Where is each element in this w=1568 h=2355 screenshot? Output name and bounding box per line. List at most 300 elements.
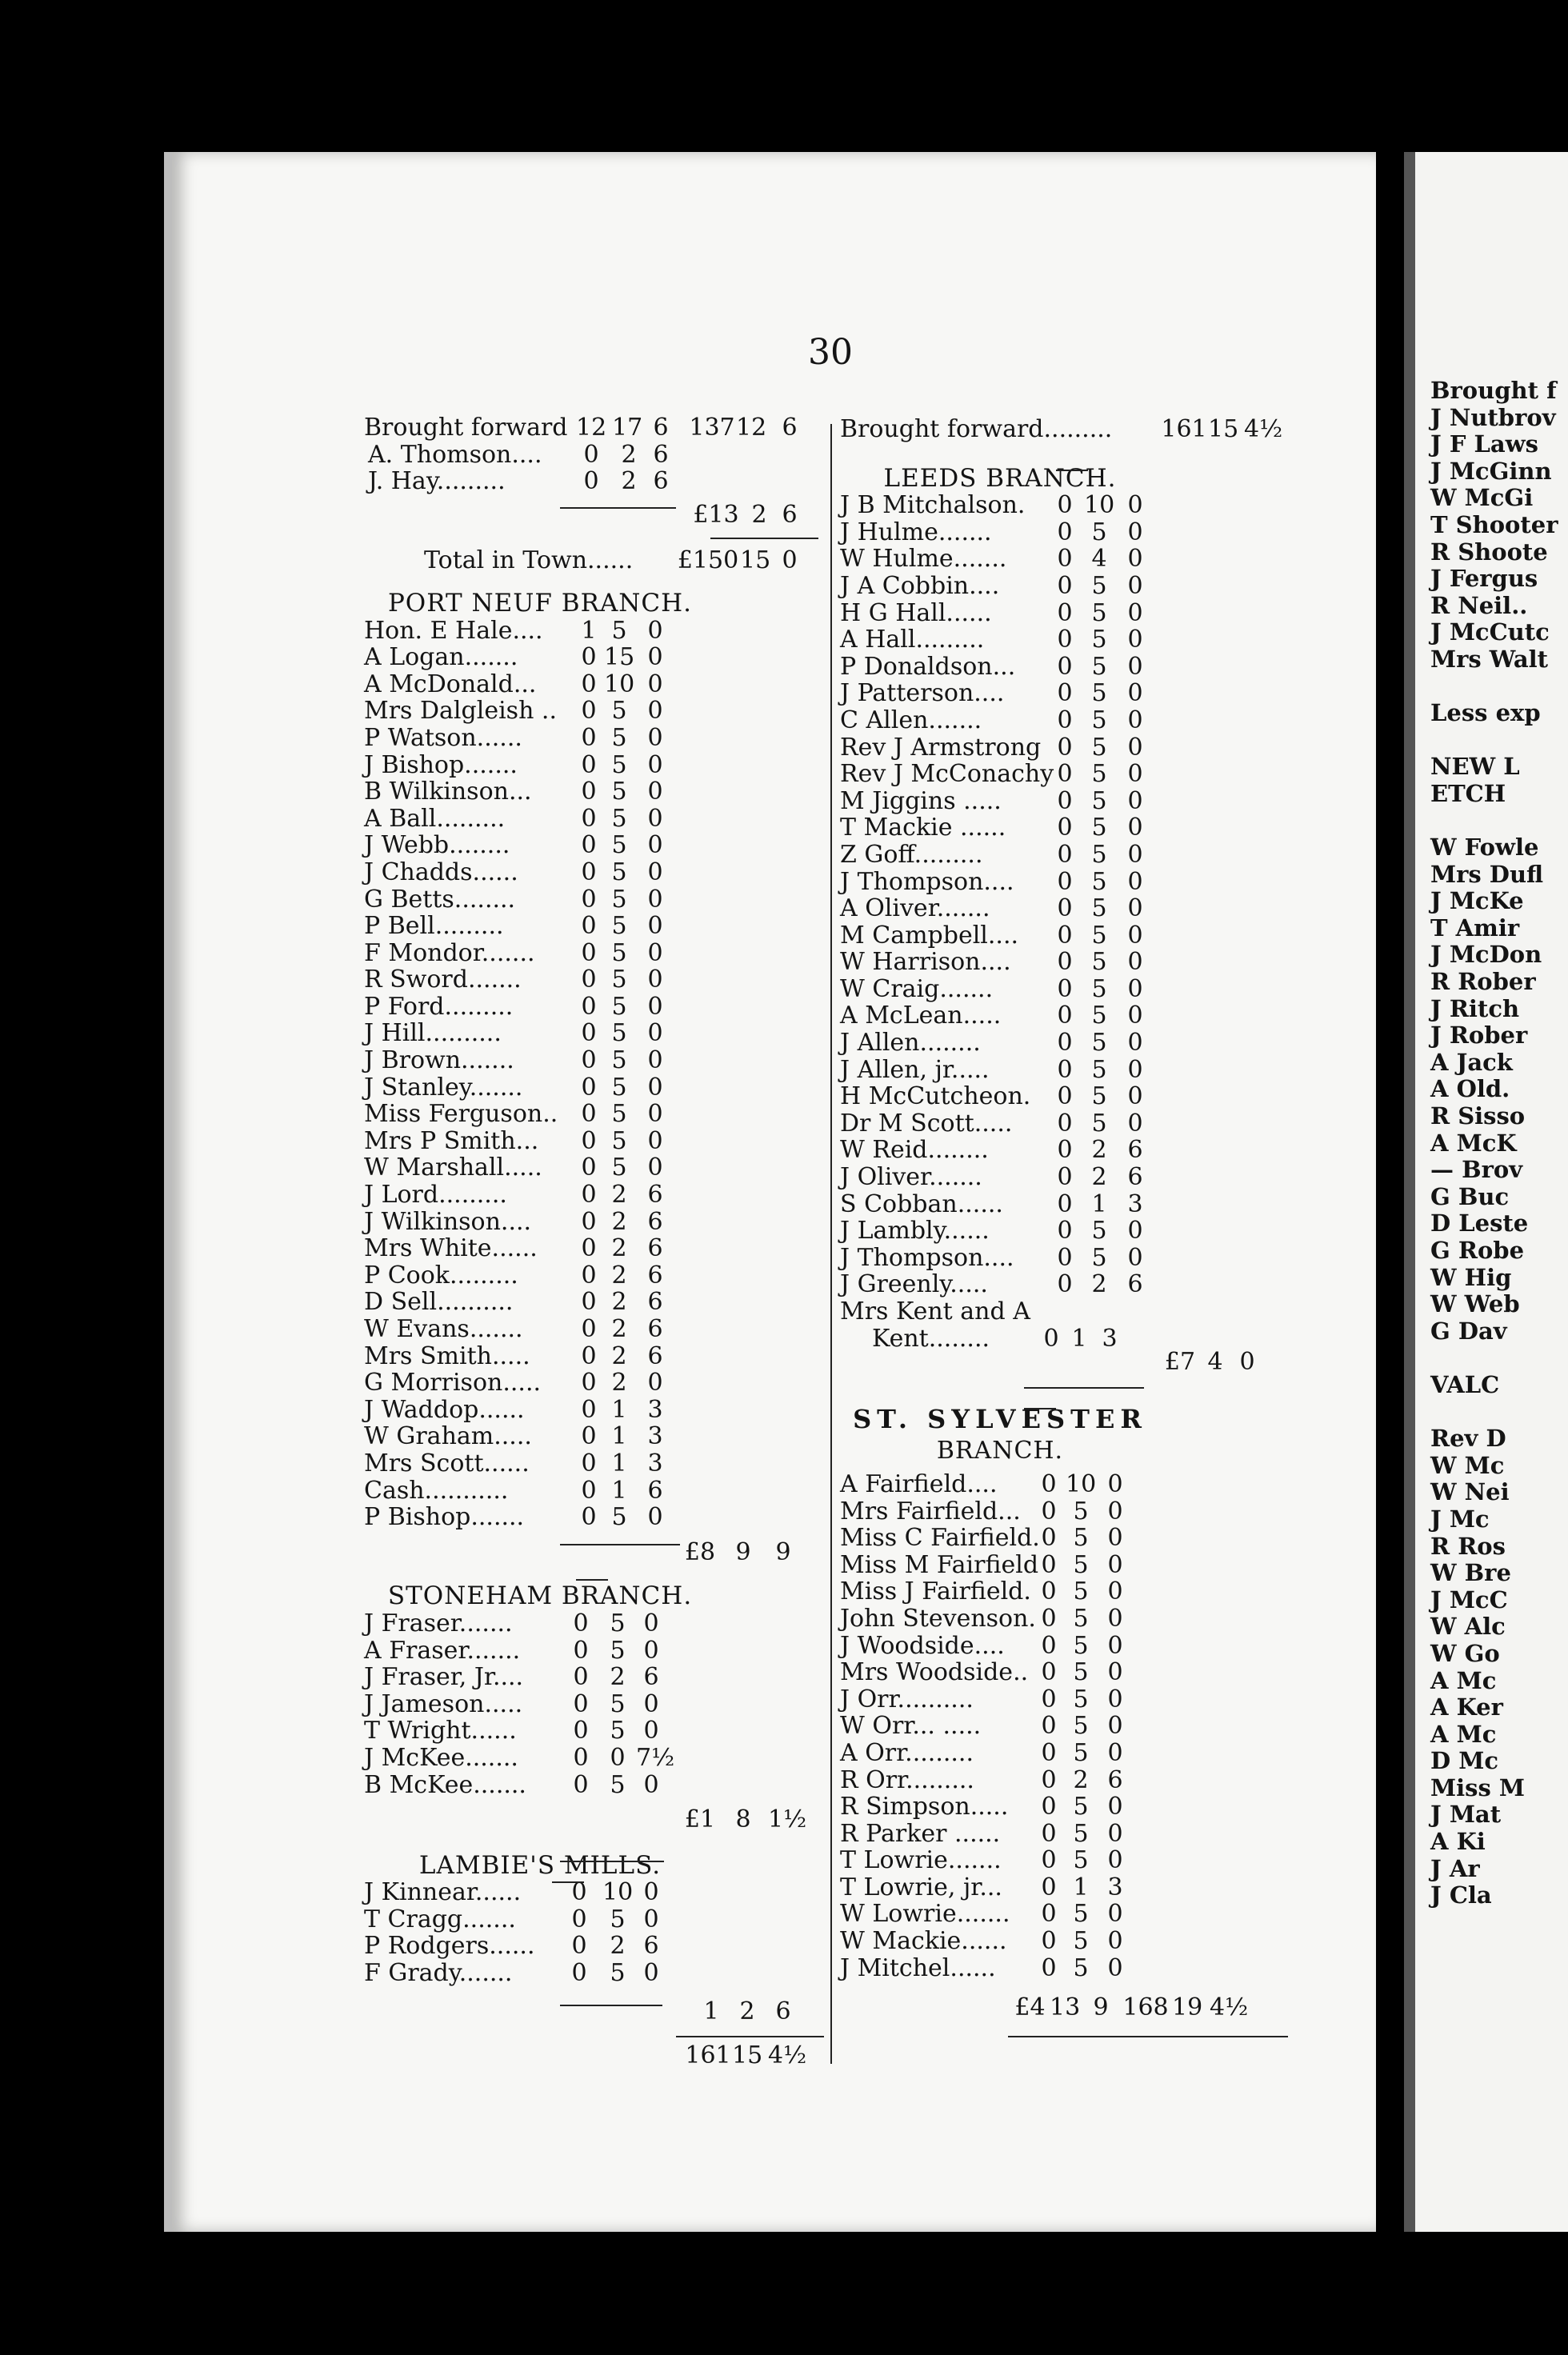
entry-name: T Cragg.......	[364, 1905, 516, 1933]
amount: 0	[1041, 1819, 1057, 1848]
amount: 0	[581, 912, 597, 941]
amount: 0	[643, 1636, 659, 1665]
ledger-entry	[840, 1191, 1288, 1218]
fragment-line: J Mat	[1430, 1801, 1502, 1829]
amount: 1	[703, 1997, 719, 2025]
amount: 5	[611, 1073, 627, 1102]
fragment-line	[1430, 727, 1558, 754]
amount: 6	[653, 467, 669, 496]
amount: 10	[1066, 1469, 1097, 1498]
amount: 0	[647, 858, 663, 886]
ledger-entry	[840, 1713, 1288, 1740]
amount: 0	[1107, 1953, 1123, 1982]
amount: 0	[647, 750, 663, 779]
fragment-line: W Go	[1430, 1639, 1500, 1667]
ledger-entry	[840, 1164, 1288, 1191]
amount: 5	[1091, 1243, 1107, 1272]
amount: 0	[1127, 894, 1143, 923]
fragment-line: J McCutc	[1430, 618, 1550, 646]
entry-name: A Ball.........	[364, 804, 506, 833]
amount: £1	[684, 1805, 716, 1834]
amount: 2	[621, 440, 637, 469]
amount: 0	[571, 1878, 587, 1907]
amount: £4	[1014, 1993, 1046, 2022]
amount: 5	[610, 1609, 626, 1637]
entry-name: Mrs Woodside..	[840, 1658, 1029, 1687]
rule	[552, 1881, 584, 1883]
column-divider	[830, 424, 832, 2064]
entry-name: Mrs Scott......	[364, 1449, 530, 1477]
entry-name: H McCutcheon.	[840, 1082, 1031, 1111]
fragment-line: W Alc	[1430, 1613, 1506, 1641]
amount: 2	[611, 1261, 627, 1289]
amount: 5	[611, 778, 627, 806]
amount: 0	[1057, 571, 1073, 600]
fragment-line: — Brov	[1430, 1156, 1523, 1184]
amount: 4½	[768, 2041, 807, 2070]
entry-name: P Donaldson...	[840, 652, 1016, 681]
amount: 5	[1073, 1550, 1089, 1579]
amount: 5	[1091, 706, 1107, 734]
entry-name: G Morrison.....	[364, 1369, 542, 1397]
amount: 0	[1127, 1243, 1143, 1272]
amount: 0	[581, 1154, 597, 1182]
amount: 0	[1057, 1109, 1073, 1138]
entry-name: J Greenly.....	[840, 1270, 988, 1299]
rule	[676, 2036, 824, 2037]
rule	[560, 1861, 664, 1862]
amount: 1	[611, 1476, 627, 1505]
fragment-line: A Ker	[1430, 1693, 1503, 1721]
entry-name: R Sword.......	[364, 966, 522, 994]
entry-name: J Allen, jr.....	[840, 1055, 990, 1084]
fragment-line: J F Laws	[1430, 430, 1538, 458]
entry-name: A. Thomson....	[368, 440, 542, 469]
amount: 5	[1091, 626, 1107, 654]
amount: 10	[1084, 491, 1115, 520]
amount: 0	[1107, 1900, 1123, 1929]
amount: 5	[1073, 1953, 1089, 1982]
amount: 0	[1041, 1712, 1057, 1741]
amount: 0	[647, 1503, 663, 1532]
amount: 0	[643, 1717, 659, 1745]
amount: 0	[581, 1100, 597, 1129]
fragment-line: J Cla	[1430, 1881, 1492, 1909]
amount: 5	[1073, 1793, 1089, 1821]
ledger-entry	[364, 468, 824, 495]
amount: 0	[1041, 1900, 1057, 1929]
ledger-entry	[364, 1289, 824, 1316]
amount: 5	[611, 1100, 627, 1129]
entry-name: Rev J Armstrong	[840, 733, 1042, 762]
amount: 0	[581, 966, 597, 994]
ledger-entry	[364, 1209, 824, 1236]
amount: 5	[1073, 1900, 1089, 1929]
amount: 0	[573, 1609, 589, 1637]
fragment-line: A McK	[1430, 1129, 1517, 1157]
entry-name: A Fraser.......	[364, 1636, 521, 1665]
ledger-entry	[364, 1262, 824, 1289]
amount: 6	[647, 1234, 663, 1263]
amount: 0	[1057, 1243, 1073, 1272]
entry-name: T Lowrie, jr...	[840, 1873, 1002, 1901]
amount: 0	[1041, 1631, 1057, 1660]
amount: 0	[643, 1770, 659, 1799]
ledger-entry	[840, 895, 1288, 922]
ledger-entry	[840, 1821, 1288, 1848]
amount: 0	[1041, 1873, 1057, 1901]
ledger-entry	[840, 788, 1288, 815]
amount: 0	[1239, 1348, 1255, 1377]
ledger-entry	[364, 1906, 824, 1933]
entry-name: J Oliver.......	[840, 1163, 982, 1192]
amount: 0	[1127, 814, 1143, 842]
ledger-entry	[364, 1423, 824, 1450]
amount: 5	[610, 1717, 626, 1745]
amount: 5	[1091, 571, 1107, 600]
amount: 0	[647, 885, 663, 914]
fragment-line: W Web	[1430, 1290, 1520, 1318]
entry-name: A Hall.........	[840, 626, 985, 654]
amount: 0	[581, 697, 597, 726]
fragment-line	[1430, 808, 1558, 835]
amount: 5	[611, 1126, 627, 1155]
amount: 5	[1091, 974, 1107, 1003]
ledger-entry	[840, 1955, 1288, 1982]
fragment-line: D Mc	[1430, 1747, 1499, 1775]
amount: 0	[1057, 760, 1073, 789]
fragment-line: VALC	[1430, 1370, 1500, 1398]
entry-name: W Harrison....	[840, 948, 1011, 977]
entry-name: P Bell.........	[364, 912, 504, 941]
ledger-entry	[840, 1471, 1288, 1498]
amount: 6	[647, 1181, 663, 1209]
amount: 5	[1073, 1631, 1089, 1660]
amount: 0	[1107, 1658, 1123, 1687]
ledger-entry	[364, 1637, 824, 1665]
ledger-entry	[364, 698, 824, 725]
amount: 0	[1127, 679, 1143, 708]
amount: 3	[647, 1395, 663, 1424]
amount: 6	[647, 1261, 663, 1289]
entry-name: P Watson......	[364, 723, 522, 752]
entry-name: J Wilkinson....	[364, 1207, 532, 1236]
amount: 6	[1127, 1136, 1143, 1165]
entry-name: C Allen.......	[840, 706, 982, 734]
amount: 0	[1057, 867, 1073, 896]
amount: 0	[573, 1743, 589, 1772]
ledger-entry	[840, 1057, 1288, 1084]
entry-name: Mrs P Smith...	[364, 1126, 539, 1155]
amount: 0	[643, 1609, 659, 1637]
amount: 0	[573, 1717, 589, 1745]
amount: 0	[643, 1959, 659, 1988]
fragment-line: A Mc	[1430, 1720, 1497, 1748]
amount: 0	[647, 1073, 663, 1102]
entry-name: R Parker ......	[840, 1819, 1001, 1848]
amount: 0	[647, 1100, 663, 1129]
brought-forward-row	[840, 416, 1288, 443]
amount: 0	[1107, 1846, 1123, 1875]
amount: 0	[581, 831, 597, 860]
ledger-entry	[840, 519, 1288, 546]
ledger-entry	[840, 734, 1288, 762]
fragment-line: Brought f	[1430, 377, 1557, 404]
entry-name: J Thompson....	[840, 1243, 1014, 1272]
amount: 0	[581, 804, 597, 833]
amount: 0	[583, 440, 599, 469]
amount: 5	[1091, 786, 1107, 815]
ledger-entry	[364, 1879, 824, 1906]
ledger-entry	[840, 922, 1288, 950]
amount: 0	[581, 1395, 597, 1424]
amount: 0	[581, 1126, 597, 1155]
entry-name: A McLean.....	[840, 1002, 1002, 1030]
ledger-entry	[364, 1717, 824, 1745]
amount: 0	[581, 1341, 597, 1370]
amount: 2	[751, 500, 767, 529]
entry-name: J Bishop.......	[364, 750, 518, 779]
amount: 0	[581, 885, 597, 914]
amount: 0	[1127, 1217, 1143, 1245]
fragment-line: J Ritch	[1430, 994, 1520, 1022]
amount: 0	[581, 723, 597, 752]
amount: 0	[1107, 1550, 1123, 1579]
entry-name: Mrs White......	[364, 1234, 538, 1263]
amount: 6	[1127, 1163, 1143, 1192]
amount: 0	[1041, 1846, 1057, 1875]
amount: 5	[611, 1503, 627, 1532]
entry-name: G Betts........	[364, 885, 516, 914]
amount: 2	[611, 1181, 627, 1209]
ledger-entry	[840, 1659, 1288, 1686]
entry-name: John Stevenson.	[840, 1604, 1036, 1633]
ledger-entry	[840, 761, 1288, 788]
amount: 0	[1127, 491, 1143, 520]
amount: 0	[1057, 1189, 1073, 1218]
stoneham-heading: STONEHAM BRANCH.	[387, 1581, 693, 1611]
fragment-line: D Leste	[1430, 1209, 1529, 1237]
ledger-entry	[840, 1874, 1288, 1901]
fragment-line	[1430, 1345, 1558, 1372]
entry-name: W Evans.......	[364, 1315, 523, 1343]
ledger-entry	[840, 626, 1288, 654]
amount: 0	[573, 1689, 589, 1718]
entry-name: F Mondor.......	[364, 938, 535, 967]
amount: 4	[1207, 1348, 1223, 1377]
fragment-line: Less exp	[1430, 699, 1541, 727]
amount: 0	[1057, 1270, 1073, 1299]
amount: 0	[1041, 1953, 1057, 1982]
amount: 0	[1057, 1217, 1073, 1245]
amount: 2	[611, 1369, 627, 1397]
rule	[1008, 2036, 1288, 2037]
ledger-entry	[364, 618, 824, 645]
right-column	[840, 416, 1288, 2021]
ledger-entry	[364, 1504, 824, 1531]
entry-name: P Cook.........	[364, 1261, 518, 1289]
amount: 0	[1107, 1497, 1123, 1525]
rule	[576, 1579, 608, 1581]
ledger-entry	[364, 1128, 824, 1155]
entry-name: J Kinnear......	[364, 1878, 522, 1907]
amount: 0	[581, 1234, 597, 1263]
amount: 0	[1057, 491, 1073, 520]
next-page-fragment	[1430, 378, 1558, 1909]
total-in-town-row	[364, 547, 824, 574]
amount: 0	[1127, 921, 1143, 950]
amount: 9	[735, 1537, 751, 1566]
entry-name: Kent........	[872, 1324, 990, 1353]
kent-line-1	[840, 1298, 1288, 1325]
amount: 5	[1073, 1685, 1089, 1713]
amount: 168	[1122, 1993, 1169, 2022]
amount: 0	[583, 467, 599, 496]
amount: 0	[1127, 545, 1143, 574]
fragment-line: G Buc	[1430, 1182, 1510, 1210]
ledger-entry	[840, 1793, 1288, 1821]
ledger-entry	[364, 1610, 824, 1637]
amount: 0	[610, 1743, 626, 1772]
entry-name: S Cobban......	[840, 1189, 1003, 1218]
amount: 3	[1102, 1324, 1118, 1353]
amount: 5	[1091, 679, 1107, 708]
amount: 4½	[1244, 415, 1283, 443]
amount: 0	[1107, 1604, 1123, 1633]
amount: 5	[1073, 1927, 1089, 1956]
entry-name: R Simpson.....	[840, 1793, 1009, 1821]
brought-forward-row	[364, 414, 824, 442]
amount: 5	[611, 831, 627, 860]
amount: 1	[611, 1449, 627, 1477]
fragment-line: ETCH	[1430, 779, 1506, 807]
entry-name: J Webb........	[364, 831, 510, 860]
amount: 6	[647, 1341, 663, 1370]
ledger-entry	[840, 1110, 1288, 1138]
port-neuf-total	[364, 1539, 824, 1566]
amount: 5	[610, 1689, 626, 1718]
brought-forward-label: Brought forward	[364, 414, 568, 442]
amount: 1	[611, 1422, 627, 1451]
amount: 5	[1073, 1712, 1089, 1741]
amount: 0	[1057, 733, 1073, 762]
amount: 0	[1043, 1324, 1059, 1353]
amount: 5	[1091, 948, 1107, 977]
amount: 0	[647, 1046, 663, 1075]
amount: 1	[1073, 1873, 1089, 1901]
amount: 0	[647, 1154, 663, 1182]
amount: 0	[1057, 545, 1073, 574]
fragment-line: J Nutbrov	[1430, 403, 1556, 431]
amount: 0	[1107, 1712, 1123, 1741]
entry-name: Miss C Fairfield.	[840, 1524, 1040, 1553]
amount: 3	[1127, 1189, 1143, 1218]
ledger-entry	[364, 644, 824, 671]
amount: 6	[653, 414, 669, 442]
entry-name: Miss M Fairfield	[840, 1550, 1039, 1579]
fragment-line: G Robe	[1430, 1237, 1525, 1264]
amount: 0	[1057, 652, 1073, 681]
entry-name: Mrs Dalgleish ..	[364, 697, 557, 726]
ledger-entry	[364, 832, 824, 859]
ledger-entry	[840, 1767, 1288, 1794]
fragment-line: W Hig	[1430, 1263, 1512, 1291]
ledger-entry	[840, 680, 1288, 707]
amount: 4½	[1210, 1993, 1249, 2022]
ledger-entry	[364, 1154, 824, 1181]
amount: 0	[1127, 867, 1143, 896]
amount: 0	[643, 1905, 659, 1933]
ledger-entry	[364, 1772, 824, 1799]
amount: 5	[611, 966, 627, 994]
amount: 5	[1073, 1604, 1089, 1633]
amount: 0	[1107, 1793, 1123, 1821]
entry-name: M Jiggins .....	[840, 786, 1002, 815]
amount: 0	[573, 1636, 589, 1665]
entry-name: W Reid........	[840, 1136, 989, 1165]
entry-name: Z Goff.........	[840, 840, 983, 869]
amount: 0	[1107, 1631, 1123, 1660]
amount: 0	[581, 1288, 597, 1317]
amount: 1	[1071, 1324, 1087, 1353]
amount: 0	[1107, 1927, 1123, 1956]
amount: 6	[1127, 1270, 1143, 1299]
fragment-line: J McC	[1430, 1585, 1508, 1613]
amount: 0	[581, 750, 597, 779]
entry-name: B McKee.......	[364, 1770, 526, 1799]
entry-name: W Craig.......	[840, 974, 994, 1003]
amount: 0	[782, 546, 798, 575]
entry-name: J Fraser, Jr....	[364, 1663, 524, 1692]
entry-name: W Hulme.......	[840, 545, 1007, 574]
amount: 0	[643, 1878, 659, 1907]
ledger-entry	[364, 725, 824, 752]
ledger-entry	[840, 707, 1288, 734]
entry-name: T Wright......	[364, 1717, 517, 1745]
ledger-entry	[840, 1686, 1288, 1713]
amount: 0	[647, 992, 663, 1021]
rule	[1024, 1387, 1144, 1389]
st-sylvester-heading: ST. SYLVESTER	[853, 1403, 1147, 1434]
fragment-line: Mrs Dufl	[1430, 860, 1544, 888]
amount: 6	[643, 1932, 659, 1961]
entry-name: J Stanley.......	[364, 1073, 523, 1102]
entry-name: W Graham.....	[364, 1422, 532, 1451]
entry-name: J Mitchel......	[840, 1953, 996, 1982]
ledger-entry	[840, 1137, 1288, 1164]
amount: 0	[1041, 1604, 1057, 1633]
amount: 0	[1041, 1685, 1057, 1713]
amount: 0	[1057, 1163, 1073, 1192]
ledger-entry	[364, 1101, 824, 1128]
amount: 5	[611, 750, 627, 779]
fragment-line: W Bre	[1430, 1559, 1511, 1587]
amount: 4	[1091, 545, 1107, 574]
entry-name: R Orr.........	[840, 1765, 974, 1794]
amount: 6	[643, 1663, 659, 1692]
amount: 5	[1091, 1055, 1107, 1084]
amount: 6	[1107, 1765, 1123, 1794]
amount: 5	[610, 1905, 626, 1933]
amount: 0	[1127, 598, 1143, 627]
entry-name: J Hill..........	[364, 1019, 502, 1048]
amount: 0	[581, 1449, 597, 1477]
ledger-entry	[840, 1498, 1288, 1525]
amount: 9	[1093, 1993, 1109, 2022]
ledger-entry	[364, 1369, 824, 1397]
entry-name: Hon. E Hale....	[364, 616, 543, 645]
entry-name: J Chadds......	[364, 858, 518, 886]
